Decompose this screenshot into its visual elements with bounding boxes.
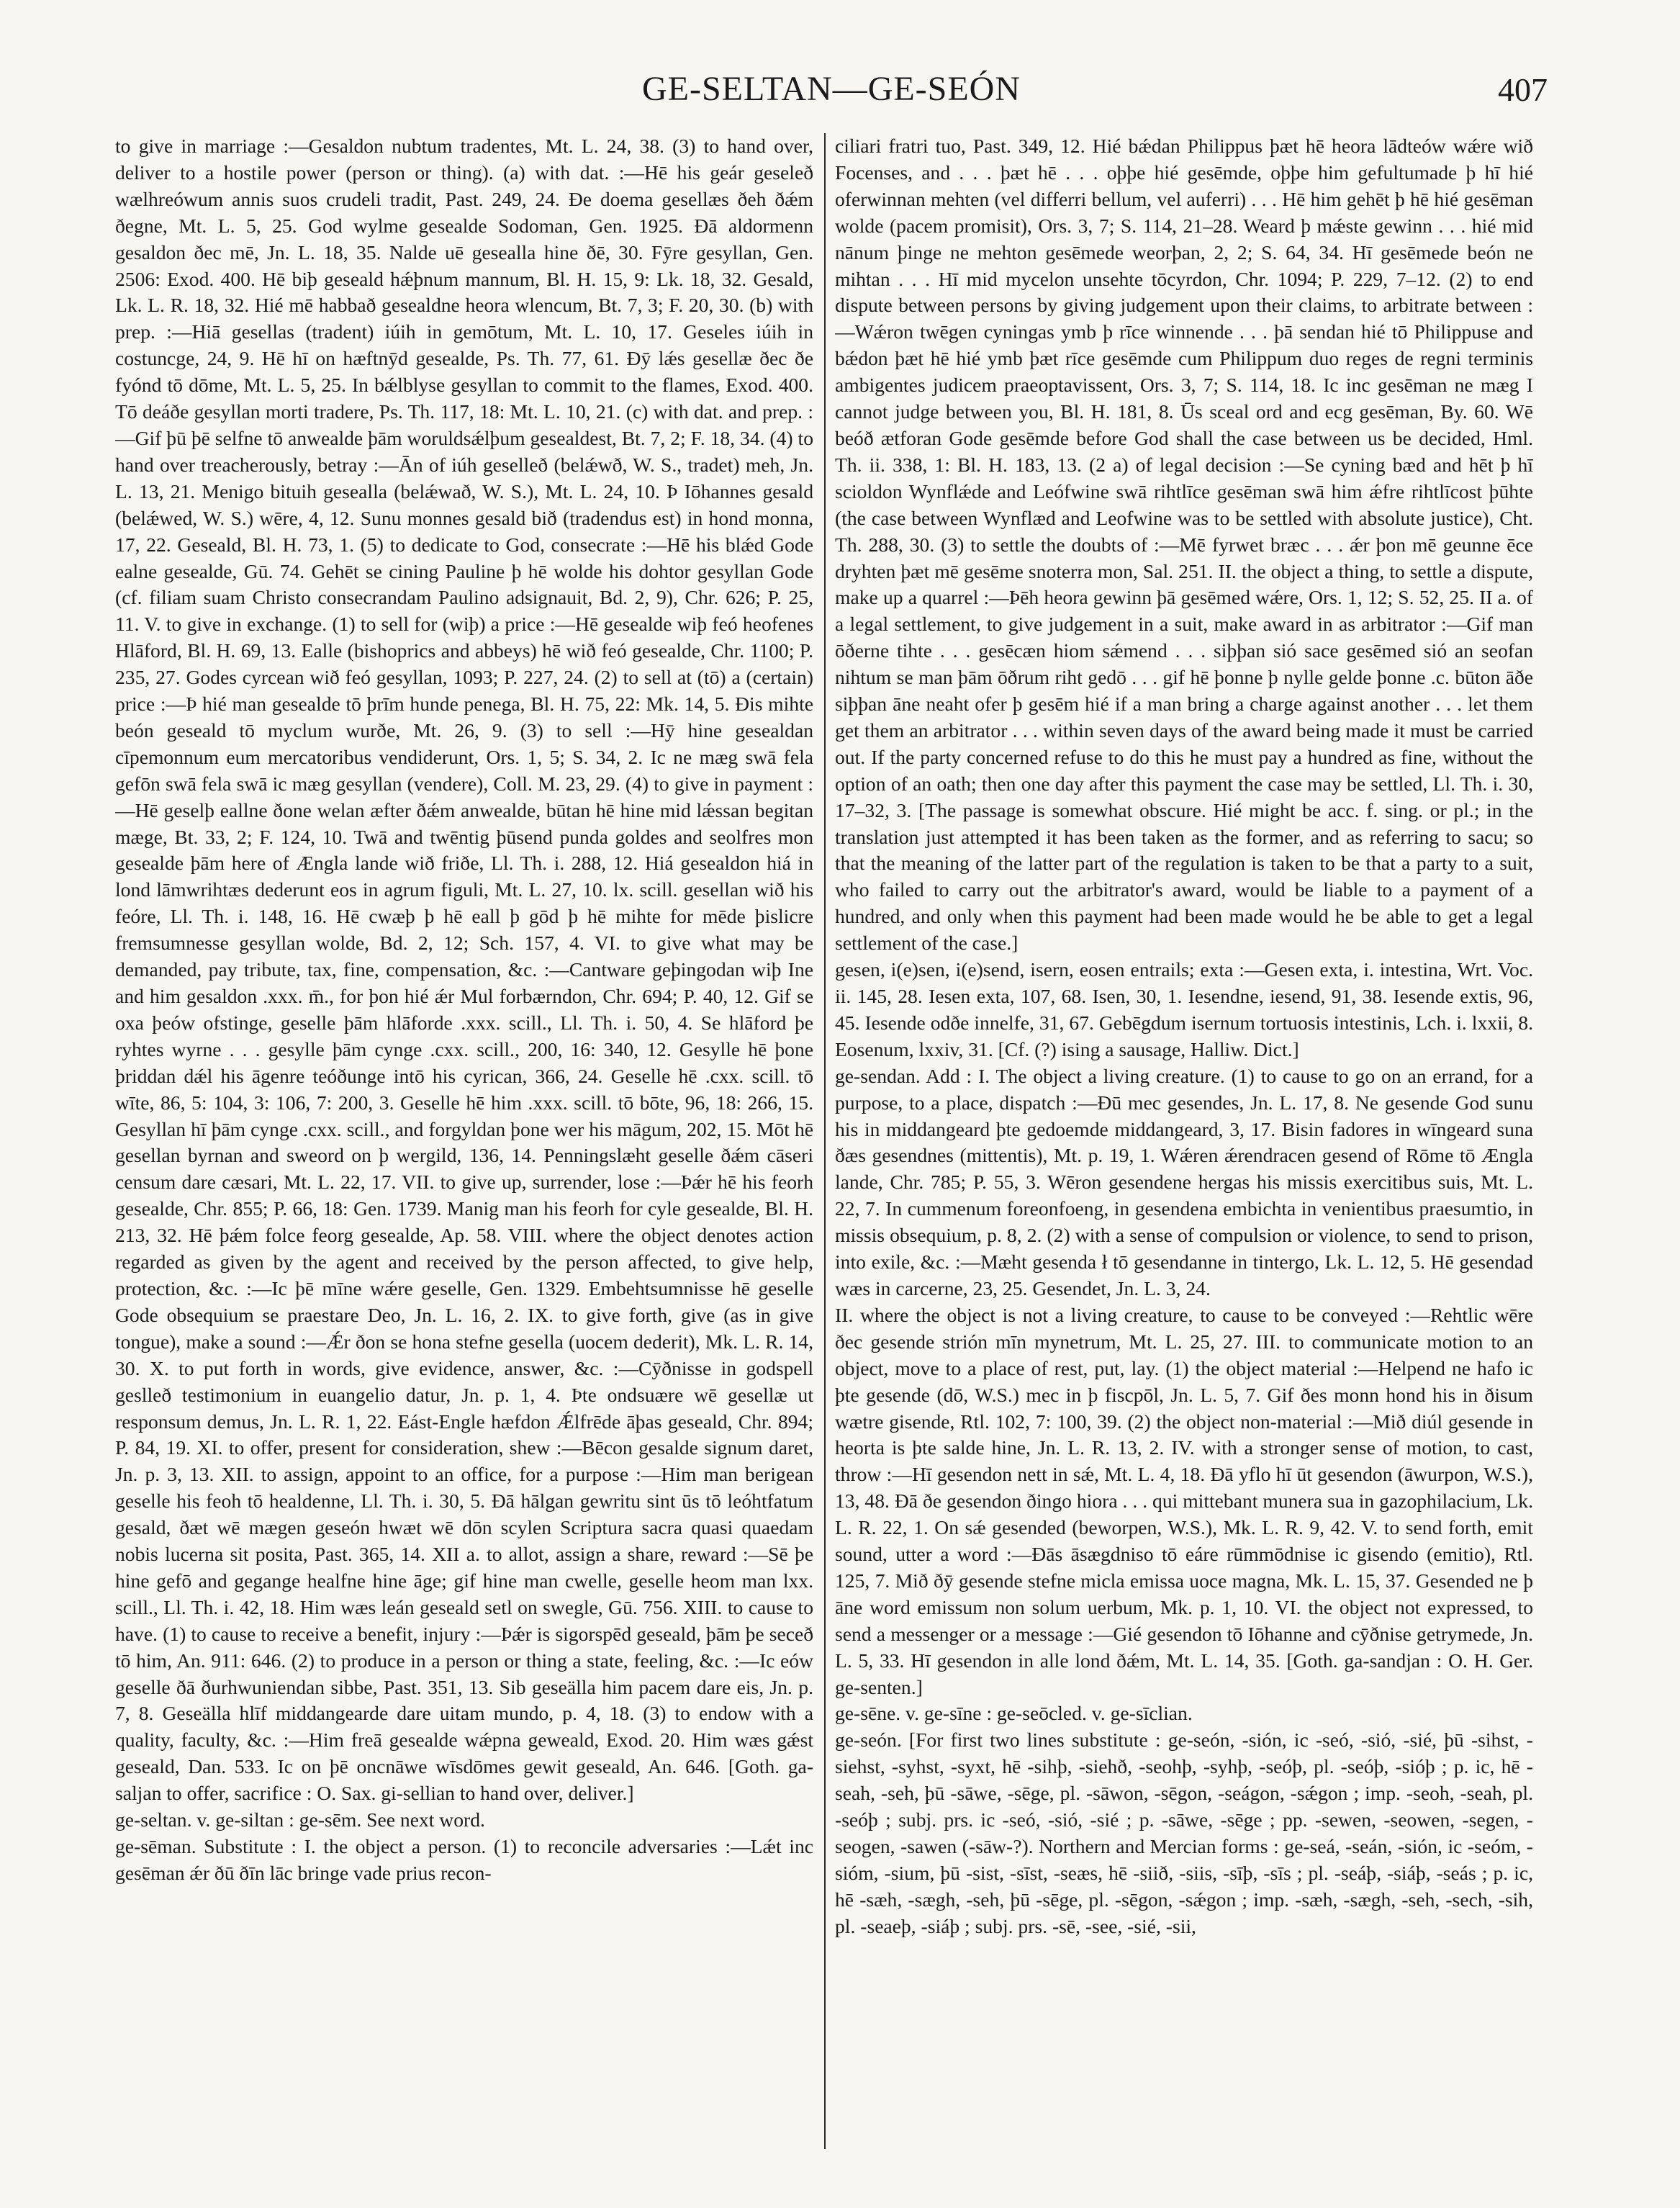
entry-continuation-ge-sellan: to give in marriage :—Gesaldon nubtum tradentes, Mt. L. 24, 38. (3) to hand over, deliver to a hostile power (person or thing). (a) with dat. :—Hē his geár geseleð wælhreówum annis suos crudeli tradit, Past. 249, 24. Ðe doema gesellæs ðeh ðǽm ðegne, Mt. L. 5, 25. God wylme gesealde Sodoman, Gen. 1925. Ðā aldormenn gesaldon ðec mē, Jn. L. 18, 35. Nalde uē gesealla hine ðē, 30. Fȳre gesyllan, Gen. 2506: Exod. 400. Hē biþ geseald hǽþnum mannum, Bl. H. 15, 9: Lk. 18, 32. Gesald, Lk. L. R. 18, 32. Hié mē habbað gesealdne heora wlencum, Bt. 7, 3; F. 20, 30. (b) with prep. :—Hiā gesellas (tradent) iúih in gemōtum, Mt. L. 10, 17. Geseles iúih in costuncge, 24, 9. Hē hī on hæftnȳd gesealde, Ps. Th. 77, 61. Ðȳ lǽs gesellæ ðec ðe fyónd tō dōme, Mt. L. 5, 25. In bǽlblyse gesyllan to commit to the flames, Exod. 400. Tō deáðe gesyllan morti tradere, Ps. Th. 117, 18: Mt. L. 10, 21. (c) with dat. and prep. :—Gif þū þē selfne tō anwealde þām woruldsǽlþum gesealdest, Bt. 7, 2; F. 18, 34. (4) to hand over treacherously, betray :—Ān of iúh geselleð (belǽwð, W. S., tradet) meh, Jn. L. 13, 21. Menigo bituih gesealla (belǽwað, W. S.), Mt. L. 24, 10. Þ Iōhannes gesald (belǽwed, W. S.) wēre, 4, 12. Sunu monnes gesald bið (tradendus est) in hond monna, 17, 22. Geseald, Bl. H. 73, 1. (5) to dedicate to God, consecrate :—Hē his blǽd Gode ealne gesealde, Gū. 74. Gehēt se cining Pauline þ hē wolde his dohtor gesyllan Gode (cf. filiam suam Christo consecrandam Paulino adsignauit, Bd. 2, 9), Chr. 626; P. 25, 11.: [115, 135, 813, 636]
sense-v-give-in-exchange: V. to give in exchange. (1) to sell for (wiþ) a price :—Hē gesealde wiþ feó heofenes Hlāford, Bl. H. 69, 13. Ealle (bishoprics and abbeys) hē wið feó gesealde, Chr. 1100; P. 235, 27. Godes cyrcean wið feó gesyllan, 1093; P. 227, 24. (2) to sell at (tō) a (certain) price :—Þ hié man gesealde tō þrīm hunde penega, Bl. H. 75, 22: Mk. 14, 5. Ðis mihte beón geseald tō myclum wurðe, Mt. 26, 9. (3) to sell :—Hȳ hine gesealdan cīpemonnum eum mercatoribus vendiderunt, Ors. 1, 5; S. 34, 2. Ic ne mæg swā fela gefōn swā fela swā ic mæg gesyllan (vendere), Coll. M. 23, 29. (4) to give in payment :—Hē geselþ eallne ðone welan æfter ðǽm anwealde, būtan hē hine mid lǽssan begitan mæge, Bt. 33, 2; F. 124, 10. Twā and twēntig þūsend punda goldes and seolfres mon gesealde þām here of Ængla lande wið friðe, Ll. Th. i. 288, 12. Hiá gesealdon hiá in lond lāmwrihtæs dederunt eos in agrum figuli, Mt. L. 27, 10. lx. scill. gesellan wið his feóre, Ll. Th. i. 148, 16. Hē cwæþ þ hē eall þ gōd þ hē mihte for mēde þislicre fremsumnesse gesyllan wolde, Bd. 2, 12; Sch. 157, 4.: [115, 613, 813, 955]
sense-ix-give-forth: IX. to give forth, give (as in give tongue), make a sound :—Ǽr ðon se hona stefne gesella (uocem dederit), Mk. L. R. 14, 30.: [115, 1303, 813, 1379]
running-head: GE-SELTAN—GE-SEÓN: [641, 70, 1021, 108]
sense-xii-assign: XII. to assign, appoint to an office, for a purpose :—Him man berigean geselle his feoh tō healdenne, Ll. Th. i. 30, 5. Ðā hālgan gewritu sint ūs tō leóhtfatum gesald, ðæt wē mægen geseón hwæt wē dōn scylen Scriptura sacra quasi quaedam nobis lucerna sit posita, Past. 365, 14.: [115, 1463, 813, 1566]
left-column: [115, 133, 813, 2149]
sense-ii-convey: II. where the object is not a living creature, to cause to be conveyed :—Rehtlic wēre ðec gesende strión mīn mynetrum, Mt. L. 25, 27.: [835, 1303, 1533, 1353]
entry-ge-sene: ge-sēne. v. ge-sīne : ge-seōcled. v. ge-sīclian.: [835, 1702, 1193, 1725]
sense-iia-legal-settlement: II a. of a legal settlement, to give judgement in a suit, make award in as arbitrator :—Gif man ōðerne tihte . . . gesēcæn hiom sǽmend . . . siþþan sió sace gesēmed sió an seofan nihtum se man þām ōðrum riht gedō . . . gif hē þonne þ nylle gelde þonne .c. būton āðe siþþan āne neaht ofer þ gesēm hié if a man bring a charge against another . . . let them get them an arbitrator . . . within seven days of the award being made it must be carried out. If the party concerned refuse to do this he must pay a hundred as fine, without the option of an oath; then one day after this payment the case may be settled, Ll. Th. i. 30, 17–32, 3. [The passage is somewhat obscure. Hié might be acc. f. sing. or pl.; in the translation just attempted it has been taken as the former, and as referring to sacu; so that the meaning of the latter part of the regulation is taken to be that a party to a suit, who failed to carry out the arbitrator's award, would be liable to a payment of a hundred, and only when this payment had been made would he be able to get a legal settlement of the case.]: [835, 586, 1533, 955]
entry-ge-sendan: ge-sendan. Add : I. The object a living creature. (1) to cause to go on an errand, for a purpose, to a place, dispatch :—Ðū mec gesendes, Jn. L. 17, 8. Ne gesende God sunu his in middangeard þte gedoemde middangeard, 3, 17. Bisin fadores in wīngeard suna ðæs gesendnes (mittentis), Mt. p. 19, 1. Wǽren ǽrendracen gesend of Rōme tō Ængla lande, Chr. 785; P. 55, 3. Wēron gesendene hergas his missis exercitibus suis, Mt. L. 22, 7. In cummenum foreonfoeng, in gesendena embichta in venientibus praesumtio, in missis obsequium, p. 8, 2. (2) with a sense of compulsion or violence, to send to prison, into exile, &c. :—Mæht gesenda ł tō gesendanne in tintergo, Lk. L. 12, 5. Hē gesendad wæs in carcerne, 23, 25. Gesendet, Jn. L. 3, 24.: [835, 1064, 1533, 1299]
sense-viii-give-help: VIII. where the object denotes action regarded as given by the agent and received by the person affected, to give help, protection, &c. :—Ic þē mīne wǽre geselle, Gen. 1329. Embehtsumnisse hē geselle Gode obsequium se praestare Deo, Jn. L. 16, 2.: [115, 1224, 813, 1326]
entry-ge-seman: ge-sēman. Substitute : I. the object a person. (1) to reconcile adversaries :—Lǽt inc gesēman ǽr ðū ðīn lāc bringe vade prius recon-: [115, 1835, 813, 1884]
column-divider: [824, 133, 826, 2149]
entry-ge-seon: ge-seón. [For first two lines substitute : ge-seón, -sión, ic -seó, -sió, -sié, þū -sihst, -siehst, -syhst, -syxt, hē -sihþ, -siehð, -seohþ, -syhþ, -seóþ, pl. -seóþ, -sióþ ; p. ic, hē -seah, -seh, þū -sāwe, -sēge, pl. -sāwon, -sēgon, -seágon, -sǽgon ; imp. -seoh, -seah, pl. -seóþ ; subj. prs. ic -seó, -sió, -sié ; p. -sāwe, -sēge ; pp. -sewen, -seowen, -segen, -seogen, -sawen (-sāw-?). Northern and Mercian forms : ge-seá, -seán, -sión, ic -seóm, -sióm, -sium, þū -sist, -sīst, -seæs, hē -siið, -siis, -sīþ, -sīs ; pl. -seáþ, -siáþ, -seás ; p. ic, hē -sæh, -sægh, -seh, þū -sēge, pl. -sēgon, -sǽgon ; imp. -sæh, -sægh, -seh, -sech, -sih, pl. -seaeþ, -siáþ ; subj. prs. -sē, -see, -sié, -sii,: [835, 1729, 1533, 1937]
sense-ii-settle-dispute: II. the object a thing, to settle a dispute, make up a quarrel :—Þēh heora gewinn þā gesēmed wǽre, Ors. 1, 12; S. 52, 25.: [835, 559, 1533, 609]
sense-iv-cast: IV. with a stronger sense of motion, to cast, throw :—Hī gesendon nett in sǽ, Mt. L. 4, 18. Ðā yflo hī ūt gesendon (āwurpon, W.S.), 13, 48. Ðā ðe gesendon ðingo hiora . . . qui mittebant munera sua in gazophilacium, Lk. L. R. 22, 1. On sǽ gesended (beworpen, W.S.), Mk. L. R. 9, 42.: [835, 1436, 1533, 1539]
page-header: [115, 69, 1548, 120]
page-number: 407: [1498, 71, 1548, 108]
sense-vii-surrender: VII. to give up, surrender, lose :—Þǽr hē his feorh gesealde, Chr. 855; P. 66, 18: Gen. 1739. Manig man his feorh for cyle gesealde, Bl. H. 213, 32. Hē þǽm folce feorg gesealde, Ap. 58.: [115, 1171, 813, 1247]
sense-iii-move: III. to communicate motion to an object, move to a place of rest, put, lay. (1) the object material :—Helpend ne hafo ic þte gesende (dō, W.S.) mec in þ fiscpōl, Jn. L. 5, 7. Gif ðes monn hond his in ðisum wætre gisende, Rtl. 102, 7: 100, 39. (2) the object non-material :—Mið diúl gesende in heorta is þte salde hine, Jn. L. R. 13, 2.: [835, 1330, 1533, 1459]
entry-continuation-ge-seman: ciliari fratri tuo, Past. 349, 12. Hié bǽdan Philippus þæt hē heora lādteów wǽre wið Focenses, and . . . þæt hē . . . oþþe hié gesēmde, oþþe him gefultumade þ hī hié oferwinnan mehten (vel differri bellum, vel auferri) . . . Hē him gehēt þ hē hié gesēman wolde (pacem promisit), Ors. 3, 7; S. 114, 21–28. Weard þ mǽste gewinn . . . hié mid nānum þinge ne mehton gesēmede weorþan, 2, 2; S. 64, 34. Hī gesēmede beón ne mihtan . . . Hī mid mycelon unsehte tōcyrdon, Chr. 1094; P. 229, 7–12. (2) to end dispute between persons by giving judgement upon their claims, to arbitrate between :—Wǽron twēgen cyningas ymb þ rīce winnende . . . þā sendan hié tō Philippuse and bǽdon þæt hē hié ymb þæt rīce gesēmde cum Philippum duo reges de regni terminis ambigentes judicem praeoptavissent, Ors. 3, 7; S. 114, 18. Ic inc gesēman ne mæg I cannot judge between you, Bl. H. 181, 8. Ūs sceal ord and ecg gesēman, By. 60. Wē beóð ætforan Gode gesēmde before God shall the case between us be decided, Hml. Th. ii. 338, 1: Bl. H. 183, 13. (2 a) of legal decision :—Se cyning bæd and hēt þ hī scioldon Wynflǽde and Leófwine swā rihtlīce gesēman swā him ǽfre rihtlīcost þūhte (the case between Wynflæd and Leofwine was to be settled with absolute justice), Cht. Th. 288, 30. (3) to settle the doubts of :—Mē fyrwet bræc . . . ǽr þon mē geunne ēce dryhten þæt mē gesēme snoterra mon, Sal. 251.: [835, 135, 1533, 582]
sense-xiia-allot: XII a. to allot, assign a share, reward :—Sē þe hine gefō and gegange healfne hine āge; gif hine man cwelle, geselle heom man lxx. scill., Ll. Th. i. 42, 18. Him wæs leán geseald setl on swegle, Gū. 756.: [115, 1543, 813, 1618]
sense-xi-offer: XI. to offer, present for consideration, shew :—Bēcon gesalde signum daret, Jn. p. 3, 13.: [115, 1436, 813, 1486]
sense-x-put-forth-in-words: X. to put forth in words, give evidence, answer, &c. :—Cȳðnisse in godspell geslleð testimonium in euangelio datur, Jn. p. 1, 4. Þte ondsuære wē gesellæ ut responsum demus, Jn. L. R. 1, 22. Eást-Engle hæfdon Ǽlfrēde āþas geseald, Chr. 894; P. 84, 19.: [115, 1356, 813, 1459]
entry-gesen: gesen, i(e)sen, i(e)send, isern, eosen entrails; exta :—Gesen exta, i. intestina, Wrt. Voc. ii. 145, 28. Iesen exta, 107, 68. Isen, 30, 1. Iesendne, iesend, 91, 38. Iesende extis, 96, 45. Iesende odðe innelfe, 31, 67. Gebēgdum isernum tortuosis intestinis, Lch. i. lxxii, 8. Eosenum, lxxiv, 31. [Cf. (?) ising a sausage, Halliw. Dict.]: [835, 958, 1533, 1060]
entry-ge-seltan: ge-seltan. v. ge-siltan : ge-sēm. See next word.: [115, 1808, 485, 1831]
right-column: [835, 133, 1533, 2149]
sense-vi-pay-tribute: VI. to give what may be demanded, pay tribute, tax, fine, compensation, &c. :—Cantware geþingodan wiþ Ine and him gesaldon .xxx. m̄., for þon hié ǽr Mul forbærndon, Chr. 694; P. 40, 12. Gif se oxa þeów ofstinge, geselle þām hlāforde .xxx. scill., Ll. Th. i. 50, 4. Se hlāford þe ryhtes wyrne . . . gesylle þām cynge .cxx. scill., 200, 16: 340, 12. Gesylle hē þone þriddan dǽl his āgenre teóðunge intō his cyrican, 366, 24. Geselle hē .cxx. scill. tō wīte, 86, 5: 104, 3: 106, 7: 200, 3. Geselle hē him .xxx. scill. tō bōte, 96, 18: 266, 15. Gesyllan hī þām cynge .cxx. scill., and forgyldan þone wer his māgum, 202, 15. Mōt hē gesellan byrnan and sweord on þ wergild, 136, 14. Penningslæht geselle ðǽm cāseri censum dare cæsari, Mt. L. 22, 17.: [115, 932, 813, 1194]
two-column-body: [115, 133, 1548, 2149]
sense-xiii-cause-to-have: XIII. to cause to have. (1) to cause to receive a benefit, injury :—Þǽr is sigorspēd geseald, þām þe seceð tō him, An. 911: 646. (2) to produce in a person or thing a state, feeling, &c. :—Ic eów geselle ðā ðurhwuniendan sibbe, Past. 351, 13. Sib geseälla him pacem dare eis, Jn. p. 7, 8. Geseälla hlīf middangearde dare uitam mundo, p. 4, 18. (3) to endow with a quality, faculty, &c. :—Him freā gesealde wǽpna geweald, Exod. 20. Him wæs gǽst geseald, Dan. 533. Ic on þē oncnāwe wīsdōmes gewit geseald, An. 646. [Goth. ga-saljan to offer, sacrifice : O. Sax. gi-sellian to hand over, deliver.]: [115, 1595, 813, 1805]
sense-vi-send-messenger: VI. the object not expressed, to send a messenger or a message :—Gié gesendon tō Iōhanne and cȳðnise getrymede, Jn. L. 5, 33. Hī gesendon in alle lond ðǽm, Mt. L. 14, 35. [Goth. ga-sandjan : O. H. Ger. ge-senten.]: [835, 1595, 1533, 1698]
sense-v-emit: V. to send forth, emit sound, utter a word :—Ðās āsægdniso tō eáre rūmmōdnise ic gisendo (emitio), Rtl. 125, 7. Mið ðȳ gesende stefne micla emissa uoce magna, Mk. L. 15, 37. Gesended ne þ āne word emissum non solum uerbum, Mk. p. 1, 10.: [835, 1516, 1533, 1618]
